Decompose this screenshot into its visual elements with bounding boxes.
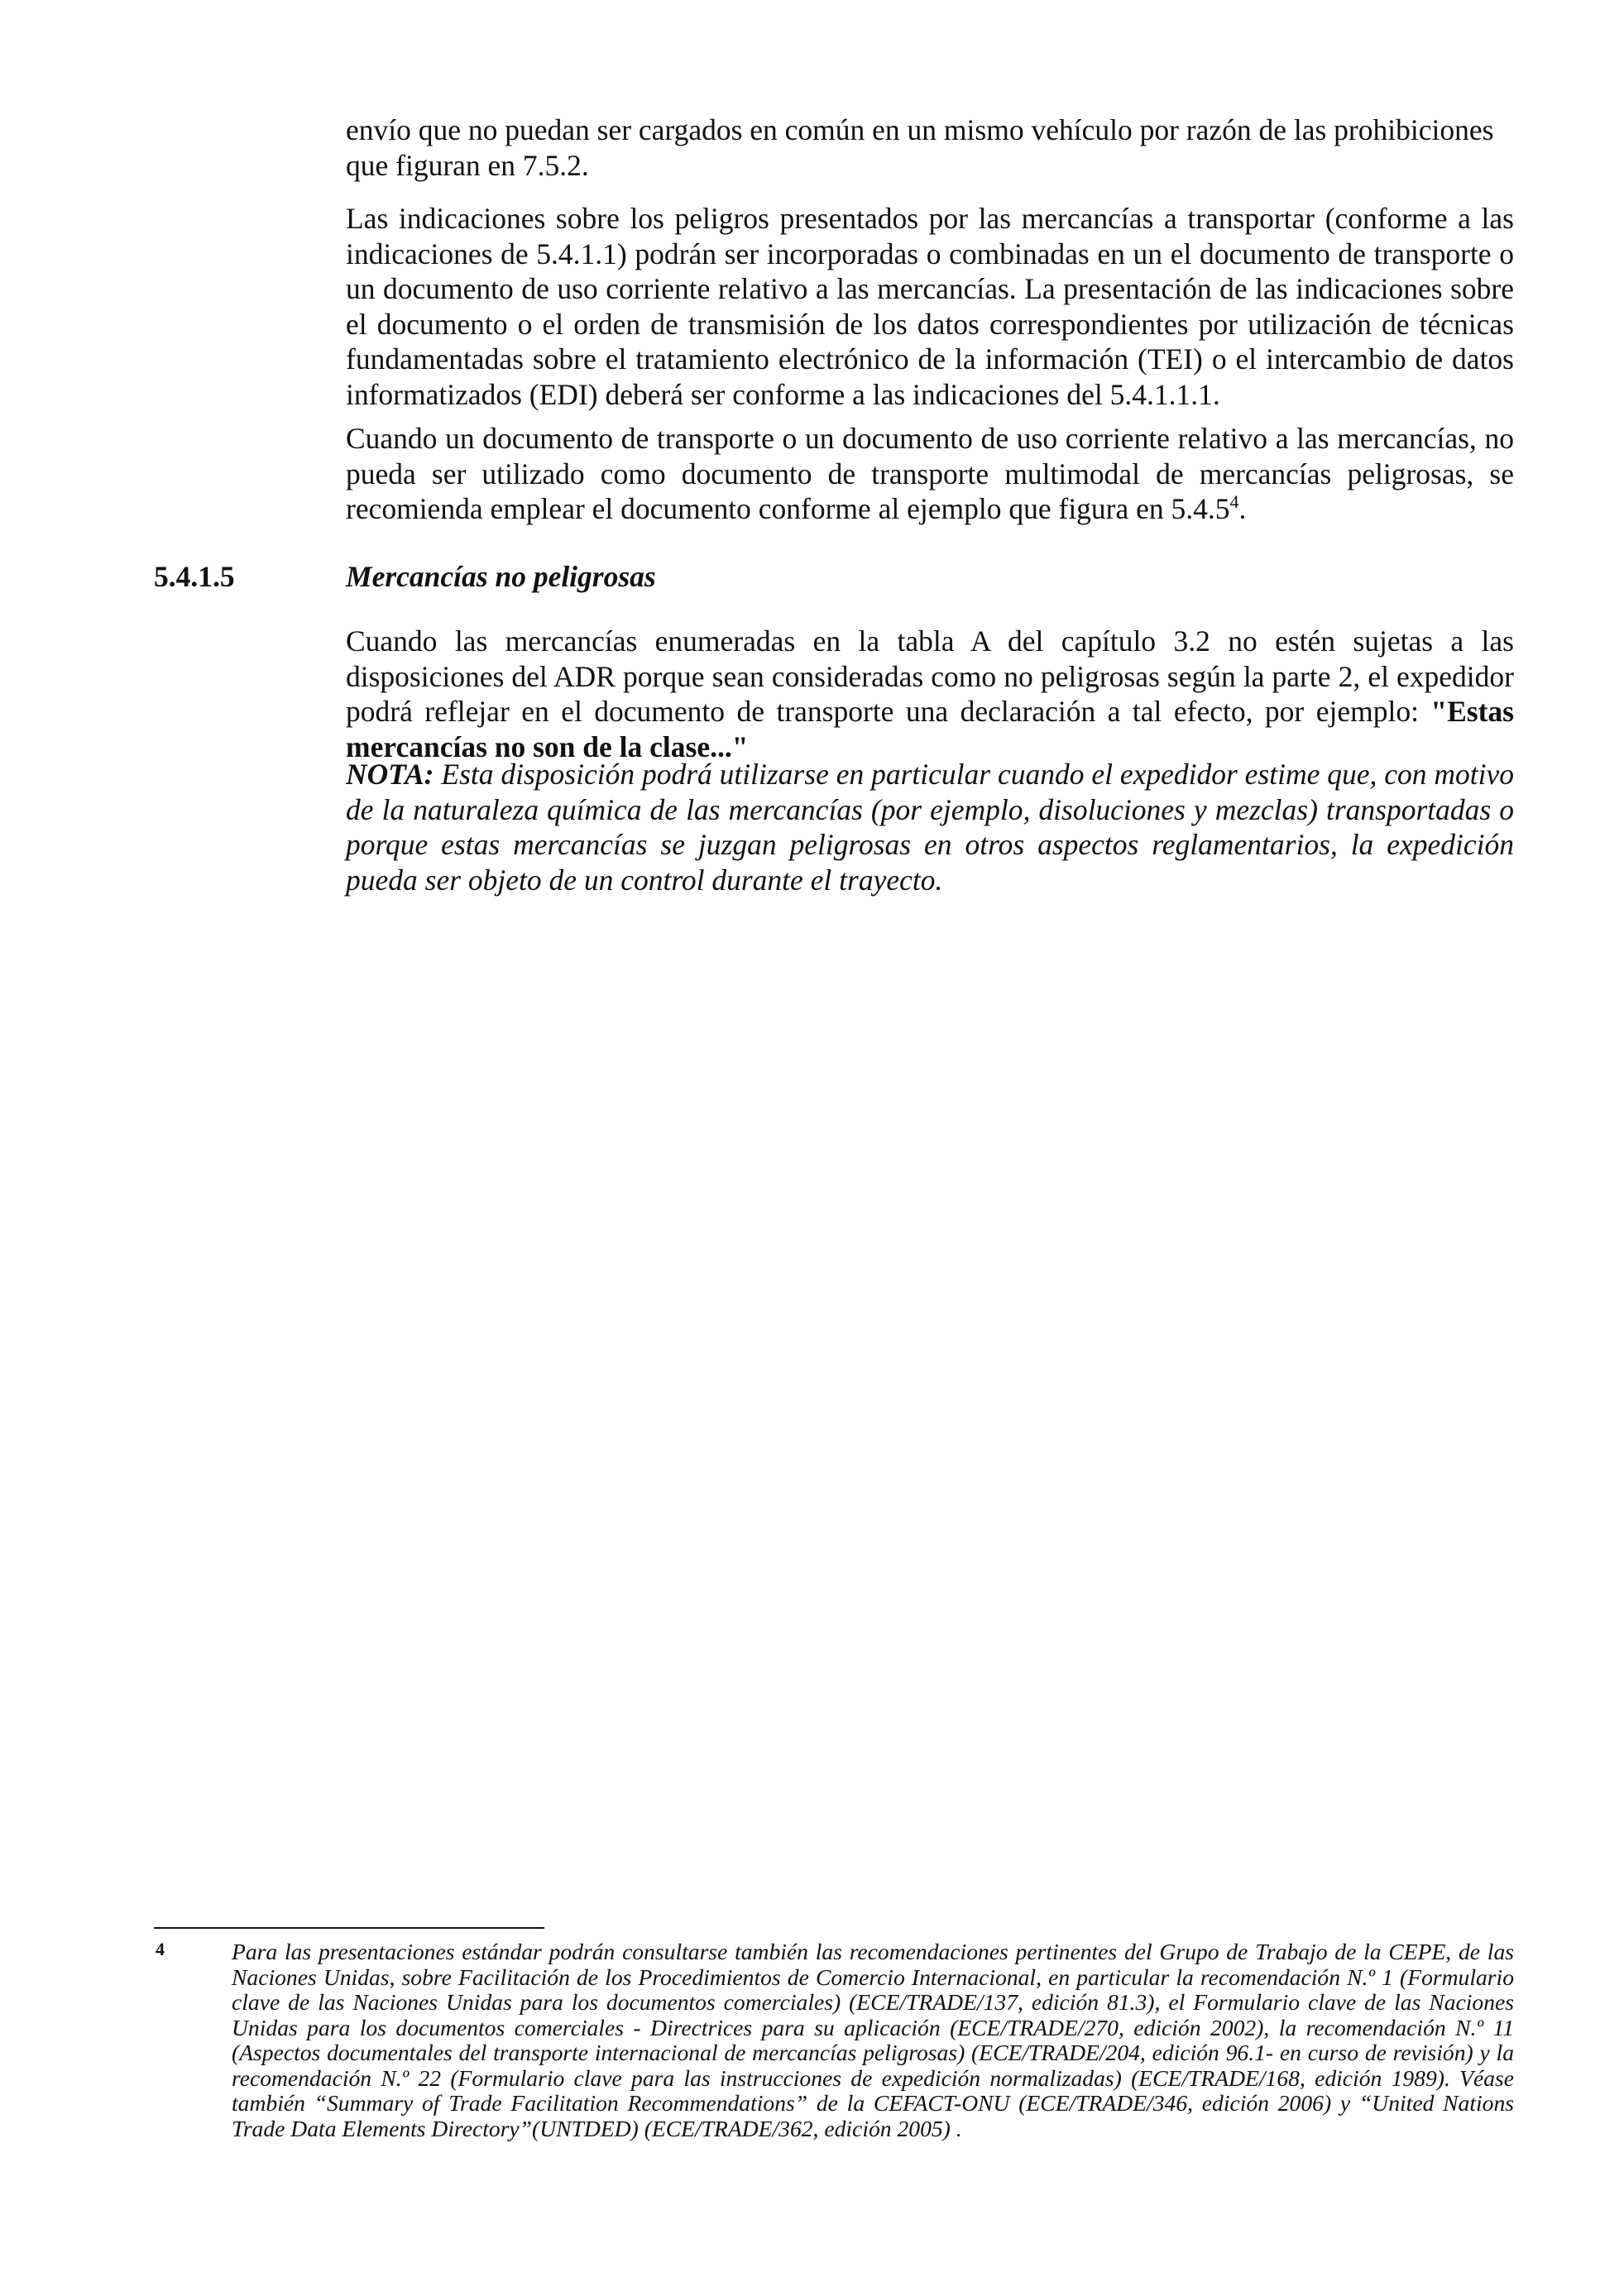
paragraph-end-period: . — [1238, 492, 1247, 525]
section-body-bold-quote: "Estas mercancías no son de la clase..." — [346, 695, 1514, 763]
paragraph-multimodal-document — [346, 421, 1514, 527]
section-body-paragraph — [346, 624, 1514, 764]
section-number: 5.4.1.5 — [154, 560, 235, 593]
footnote-text: Para las presentaciones estándar podrán consultarse también las recomendaciones pertinentes del Grupo de Trabajo de la CEPE, de las Naciones Unidas, sobre Facilitación de los Procedimientos de Comercio Internacional, en particular la recomendación N.º 1 (Formulario clave de las Naciones Unidas para los documentos comerciales) (ECE/TRADE/137, edición 81.3), el Formulario clave de las Naciones Unidas para los documentos comerciales - Directrices para su aplicación (ECE/TRADE/270, edición 2002), la recomendación N.º 11 (Aspectos documentales del transporte internacional de mercancías peligrosas) (ECE/TRADE/204, edición 96.1- en curso de revisión) y la recomendación N.º 22 (Formulario clave para las instrucciones de expedición normalizadas) (ECE/TRADE/168, edición 1989). Véase también “Summary of Trade Facilitation Recommendations” de la CEFACT-ONU (ECE/TRADE/346, edición 2006) y “United Nations Trade Data Elements Directory”(UNTDED) (ECE/TRADE/362, edición 2005) . — [232, 1939, 1514, 2141]
note-text: Esta disposición podrá utilizarse en particular cuando el expedidor estime que, con motivo de la naturaleza química de las mercancías (por ejemplo, disoluciones y mezclas) transportadas o porque estas mercancías se juzgan peligrosas en otros aspectos reglamentarios, la expedición pueda ser objeto de un control durante el trayecto. — [346, 758, 1514, 897]
paragraph-multimodal-text: Cuando un documento de transporte o un documento de uso corriente relativo a las mercancías, no pueda ser utilizado como documento de transporte multimodal de mercancías peligrosas, se recomienda emplear el documento conforme al ejemplo que figura en 5.4.5 — [346, 422, 1514, 525]
footnote-separator — [154, 1927, 544, 1929]
note-paragraph — [346, 757, 1514, 897]
note-label: NOTA: — [346, 758, 434, 791]
footnote-number: 4 — [156, 1939, 165, 1959]
footnote-reference[interactable]: 4 — [1229, 491, 1239, 513]
paragraph-hazard-indications: Las indicaciones sobre los peligros presentados por las mercancías a transportar (conforme a las indicaciones de 5.4.1.1) podrán ser incorporadas o combinadas en un el documento de transporte o un documento de uso corriente relativo a las mercancías. La presentación de las indicaciones sobre el documento o el orden de transmisión de los datos correspondientes por utilización de técnicas fundamentadas sobre el tratamiento electrónico de la información (TEI) o el intercambio de datos informatizados (EDI) deberá ser conforme a las indicaciones del 5.4.1.1.1. — [346, 202, 1514, 411]
section-body-text: Cuando las mercancías enumeradas en la tabla A del capítulo 3.2 no estén sujetas a las disposiciones del ADR porque sean consideradas como no peligrosas según la parte 2, el expedidor podrá reflejar en el documento de transporte una declaración a tal efecto, por ejemplo: — [346, 624, 1514, 728]
section-title: Mercancías no peligrosas — [346, 560, 656, 593]
paragraph-continuation: envío que no puedan ser cargados en común en un mismo vehículo por razón de las prohibiciones que figuran en 7.5.2. — [346, 113, 1494, 182]
